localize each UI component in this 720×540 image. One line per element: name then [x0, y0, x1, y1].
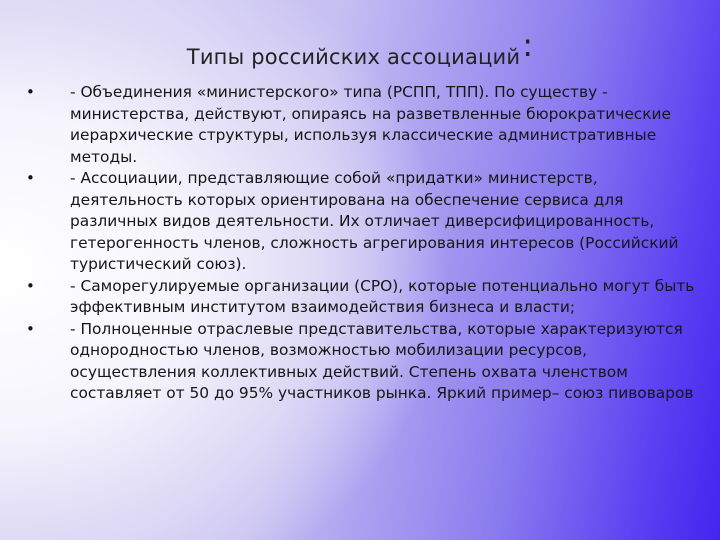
list-item	[26, 276, 696, 319]
list-item-text: - Ассоциации, представляющие собой «придатки» министерств, деятельность которых ориентирована на обеспечение сервиса для различных видов деятельности. Их отличает диверсифицированность, гетерогенность членов, сложность агрегирования интересов (Российский туристический союз).	[70, 169, 679, 273]
bullet-icon: •	[26, 276, 35, 295]
bullet-icon: •	[26, 169, 35, 187]
bullet-icon: •	[26, 319, 35, 338]
bullet-icon: •	[26, 83, 35, 101]
bullet-list	[26, 82, 696, 405]
list-item-text: - Объединения «министерского» типа (РСПП, ТПП). По существу - министерства, действуют, опираясь на разветвленные бюрократические иерархические структуры, используя классические административные методы.	[70, 83, 672, 166]
list-item-text: - Полноценные отраслевые представительства, которые характеризуются однородностью членов, возможностью мобилизации ресурсов, осуществления коллективных действий. Степень охвата членством составляет от 50 до 95% участников рынка. Яркий пример– союз пивоваров	[70, 319, 694, 402]
list-item	[26, 319, 696, 405]
list-item	[26, 82, 696, 168]
list-item-text: - Саморегулируемые организации (СРО), которые потенциально могут быть эффективным институтом взаимодействия бизнеса и власти;	[70, 276, 695, 316]
slide-title-colon: :	[522, 26, 534, 64]
slide-title	[0, 26, 720, 72]
list-item	[26, 168, 696, 276]
slide-title-text: Типы российских ассоциаций	[186, 45, 521, 69]
